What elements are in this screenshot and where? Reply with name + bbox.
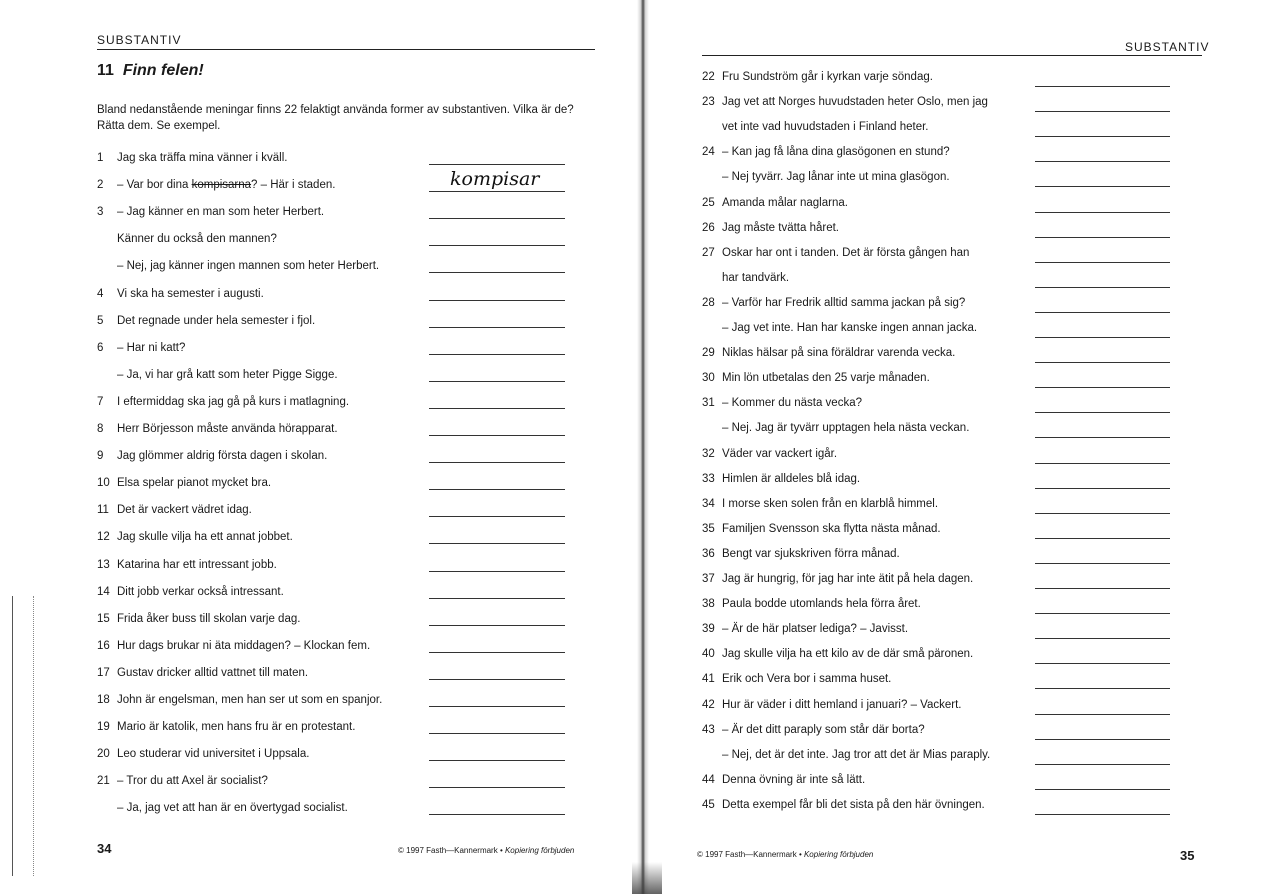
sentence-text: Erik och Vera bor i samma huset. (722, 673, 892, 686)
sentence-item (702, 523, 941, 535)
sentence-text: Oskar har ont i tanden. Det är första gången han (722, 246, 970, 259)
sentence-number: 44 (702, 773, 715, 786)
sentence-item (702, 146, 950, 158)
answer-line[interactable] (1035, 463, 1170, 464)
sentence-text: – Ja, vi har grå katt som heter Pigge Sigge. (117, 368, 338, 381)
answer-line[interactable] (429, 760, 565, 761)
answer-line[interactable] (1035, 362, 1170, 363)
sentence-item (97, 775, 268, 787)
sentence-text: – Nej. Jag är tyvärr upptagen hela nästa veckan. (722, 422, 970, 435)
sentence-number: 5 (97, 314, 104, 327)
answer-line[interactable] (1035, 437, 1170, 438)
sentence-number: 38 (702, 598, 715, 611)
sentence-text: – Nej, jag känner ingen mannen som heter Herbert. (117, 260, 380, 273)
sentence-text: Jag vet att Norges huvudstaden heter Oslo, men jag (722, 96, 988, 109)
sentence-number: 3 (97, 206, 104, 219)
sentence-item (702, 171, 950, 183)
answer-line[interactable] (429, 706, 565, 707)
answer-line[interactable] (1035, 688, 1170, 689)
sentence-number: 26 (702, 221, 715, 234)
answer-line[interactable] (429, 327, 565, 328)
sentence-item (702, 724, 925, 736)
copyright-footer (398, 846, 574, 855)
sentence-item (702, 322, 977, 334)
example-answer: kompisar (450, 168, 540, 190)
sentence-number: 36 (702, 547, 715, 560)
sentence-number: 28 (702, 296, 715, 309)
answer-line[interactable] (1035, 86, 1170, 87)
sentence-text: Leo studerar vid universitet i Uppsala. (117, 748, 310, 761)
sentence-item (702, 598, 921, 610)
sentence-item (702, 397, 862, 409)
sentence-number: 9 (97, 450, 104, 463)
answer-line[interactable] (1035, 538, 1170, 539)
sentence-text: Herr Börjesson måste använda hörapparat. (117, 423, 338, 435)
section-header: SUBSTANTIV (97, 33, 182, 47)
sentence-item (702, 799, 985, 811)
sentence-number: 6 (97, 341, 104, 354)
answer-line[interactable] (429, 679, 565, 680)
answer-line[interactable] (429, 462, 565, 463)
sentence-item (97, 531, 293, 543)
section-header: SUBSTANTIV (1125, 40, 1210, 54)
sentence-text: – Har ni katt? (117, 341, 186, 354)
answer-line[interactable] (1035, 588, 1170, 589)
sentence-number: 7 (97, 395, 104, 408)
answer-line[interactable] (1035, 262, 1170, 263)
answer-line[interactable] (429, 218, 565, 219)
copyright-text: © 1997 Fasth—Kannermark • (398, 846, 505, 855)
answer-line[interactable] (429, 571, 565, 572)
sentence-number: 27 (702, 246, 715, 259)
instructions: Bland nedanstående meningar finns 22 felaktigt använda former av substantiven. Vilka är de? Rätta dem. Se exempel. (97, 104, 574, 132)
sentence-text: Jag skulle vilja ha ett annat jobbet. (117, 531, 293, 544)
sentence-number: 24 (702, 146, 715, 159)
sentence-item (702, 473, 860, 485)
sentence-text: – Är de här platser lediga? – Javisst. (722, 623, 909, 636)
sentence-item (702, 548, 900, 560)
answer-line[interactable] (1035, 412, 1170, 413)
sentence-text: Niklas hälsar på sina föräldrar varenda vecka. (722, 347, 956, 360)
answer-line[interactable] (429, 272, 565, 273)
answer-line[interactable] (1035, 287, 1170, 288)
answer-line[interactable] (429, 164, 565, 165)
sentence-number: 34 (702, 497, 715, 510)
sentence-text: Bengt var sjukskriven förra månad. (722, 547, 900, 560)
answer-line[interactable] (429, 625, 565, 626)
answer-line[interactable] (429, 300, 565, 301)
sentence-number: 22 (702, 71, 715, 83)
struck-word: kompisarna (191, 179, 252, 192)
answer-line[interactable] (429, 733, 565, 734)
exercise-number: 11 (97, 62, 114, 79)
sentence-text: Väder var vackert igår. (722, 447, 838, 460)
sentence-item (97, 694, 382, 706)
answer-line[interactable] (1035, 111, 1170, 112)
sentence-text: Fru Sundström går i kyrkan varje söndag. (722, 71, 933, 83)
sentence-text: – Jag känner en man som heter Herbert. (117, 206, 325, 219)
sentence-text: Jag glömmer aldrig första dagen i skolan. (117, 450, 328, 463)
sentence-item (702, 197, 848, 209)
sentence-number: 32 (702, 447, 715, 460)
sentence-number: 23 (702, 96, 715, 109)
sentence-number: 10 (97, 477, 110, 490)
sentence-number: 40 (702, 648, 715, 661)
sentence-item (97, 342, 185, 354)
sentence-text: vet inte vad huvudstaden i Finland heter. (722, 121, 929, 134)
sentence-text: – Jag vet inte. Han har kanske ingen annan jacka. (722, 322, 978, 334)
sentence-number: 18 (97, 694, 110, 706)
sentence-item (97, 559, 277, 571)
sentence-item (97, 396, 349, 408)
sentence-text: ? – Här i staden. (251, 179, 336, 192)
sentence-number: 4 (97, 287, 104, 300)
sentence-number: 13 (97, 558, 110, 571)
answer-line[interactable] (1035, 387, 1170, 388)
answer-line[interactable] (429, 489, 565, 490)
sentence-text: John är engelsman, men han ser ut som en spanjor. (117, 694, 383, 706)
sentence-number: 14 (97, 585, 110, 598)
sentence-item (97, 613, 300, 625)
header-rule (97, 49, 595, 50)
sentence-number: 20 (97, 748, 110, 761)
sentence-number: 12 (97, 531, 110, 544)
sentence-item (97, 477, 271, 489)
sentence-number: 2 (97, 179, 104, 192)
answer-line[interactable] (1035, 714, 1170, 715)
sentence-item (97, 315, 315, 327)
sentence-number: 35 (702, 522, 715, 535)
answer-line[interactable] (1035, 337, 1170, 338)
sentence-text: Min lön utbetalas den 25 varje månaden. (722, 372, 930, 385)
header-rule (702, 55, 1202, 56)
sentence-number: 25 (702, 196, 715, 209)
copyright-text: © 1997 Fasth—Kannermark • (697, 850, 804, 859)
sentence-text: Elsa spelar pianot mycket bra. (117, 477, 272, 490)
sentence-number: 30 (702, 372, 715, 385)
answer-line[interactable] (429, 408, 565, 409)
copyright-notice: Kopiering förbjuden (504, 846, 575, 855)
sentence-text: Jag skulle vilja ha ett kilo av de där små päronen. (722, 648, 974, 661)
sentence-item (702, 573, 973, 585)
sentence-item (702, 297, 965, 309)
sentence-item (702, 422, 969, 434)
sentence-item (702, 749, 990, 761)
sentence-item (97, 450, 327, 462)
sentence-text: Ditt jobb verkar också intressant. (117, 585, 284, 598)
sentence-item (97, 667, 308, 679)
answer-line[interactable] (1035, 186, 1170, 187)
answer-line[interactable] (1035, 814, 1170, 815)
sentence-text: – Nej, det är det inte. Jag tror att det är Mias paraply. (722, 748, 991, 761)
sentence-text: – Kan jag få låna dina glasögonen en stund? (722, 146, 950, 159)
sentence-item (702, 372, 930, 384)
answer-line[interactable] (1035, 739, 1170, 740)
sentence-item (702, 222, 839, 234)
sentence-item (702, 71, 933, 83)
sentence-text: – Nej tyvärr. Jag lånar inte ut mina glasögon. (722, 171, 950, 184)
sentence-item (702, 673, 891, 685)
sentence-text: – Var bor dina (117, 179, 192, 192)
sentence-text: Detta exempel får bli det sista på den här övningen. (722, 798, 985, 811)
sentence-item (97, 288, 264, 300)
page-number: 34 (97, 841, 112, 856)
sentence-item (702, 121, 929, 133)
sentence-item (97, 179, 335, 191)
sentence-text: har tandvärk. (722, 271, 790, 284)
sentence-text: – Varför har Fredrik alltid samma jackan på sig? (722, 296, 966, 309)
answer-line[interactable] (429, 516, 565, 517)
sentence-text: Paula bodde utomlands hela förra året. (722, 598, 921, 611)
answer-line[interactable] (1035, 764, 1170, 765)
sentence-item (97, 260, 379, 272)
sentence-item (97, 802, 348, 814)
sentence-text: Vi ska ha semester i augusti. (117, 287, 264, 300)
answer-line[interactable] (1035, 789, 1170, 790)
answer-line[interactable] (429, 245, 565, 246)
sentence-number: 15 (97, 612, 110, 625)
sentence-number: 1 (97, 152, 104, 164)
answer-line[interactable] (1035, 312, 1170, 313)
answer-line[interactable] (429, 381, 565, 382)
sentence-number: 37 (702, 573, 715, 585)
sentence-text: Familjen Svensson ska flytta nästa månad. (722, 522, 941, 535)
answer-line[interactable] (1035, 136, 1170, 137)
sentence-number: 29 (702, 347, 715, 360)
sentence-item (702, 774, 865, 786)
sentence-text: – Kommer du nästa vecka? (722, 397, 862, 410)
sentence-text: I eftermiddag ska jag gå på kurs i matlagning. (117, 395, 350, 408)
sentence-number: 8 (97, 423, 104, 435)
sentence-number: 33 (702, 472, 715, 485)
answer-line[interactable] (429, 814, 565, 815)
sentence-item (702, 247, 969, 259)
answer-line[interactable] (1035, 638, 1170, 639)
sentence-item (97, 721, 355, 733)
sentence-number: 42 (702, 698, 715, 711)
answer-line[interactable] (1035, 663, 1170, 664)
answer-line[interactable] (429, 598, 565, 599)
sentence-text: Jag måste tvätta håret. (722, 221, 839, 234)
exercise-title (97, 62, 204, 80)
answer-line[interactable] (429, 787, 565, 788)
sentence-item (97, 206, 324, 218)
sentence-item (97, 233, 277, 245)
sentence-item (97, 504, 252, 516)
sentence-text: I morse sken solen från en klarblå himmel. (722, 497, 939, 510)
sentence-item (97, 640, 370, 652)
sentence-number: 45 (702, 798, 715, 811)
sentence-text: Det regnade under hela semester i fjol. (117, 314, 316, 327)
sentence-text: Det är vackert vädret idag. (117, 504, 252, 517)
sentence-number: 17 (97, 666, 110, 679)
answer-line[interactable] (1035, 237, 1170, 238)
sentence-item (702, 347, 955, 359)
sentence-text: Hur är väder i ditt hemland i januari? – Vackert. (722, 698, 962, 711)
sentence-item (702, 699, 961, 711)
sentence-text: – Är det ditt paraply som står där borta? (722, 723, 925, 736)
answer-line[interactable] (1035, 488, 1170, 489)
answer-line[interactable] (1035, 212, 1170, 213)
sentence-text: Amanda målar naglarna. (722, 196, 848, 209)
sentence-number: 11 (97, 504, 109, 517)
sentence-number: 39 (702, 623, 715, 636)
sentence-text: Katarina har ett intressant jobb. (117, 558, 277, 571)
copyright-footer (697, 850, 873, 859)
sentence-item (702, 623, 908, 635)
answer-line[interactable] (429, 354, 565, 355)
sentence-text: Himlen är alldeles blå idag. (722, 472, 861, 485)
sentence-item (702, 96, 988, 108)
answer-line[interactable] (429, 191, 565, 192)
copyright-notice: Kopiering förbjuden (803, 850, 874, 859)
sentence-item (97, 748, 309, 760)
sentence-item (97, 369, 338, 381)
sentence-number: 16 (97, 639, 110, 652)
sentence-item (97, 586, 284, 598)
sentence-text: Frida åker buss till skolan varje dag. (117, 612, 301, 625)
sentence-item (702, 498, 938, 510)
sentence-text: Hur dags brukar ni äta middagen? – Klockan fem. (117, 639, 371, 652)
sentence-item (702, 272, 789, 284)
sentence-item (702, 648, 973, 660)
answer-line[interactable] (1035, 513, 1170, 514)
answer-line[interactable] (1035, 613, 1170, 614)
sentence-number: 43 (702, 723, 715, 736)
right-page (640, 0, 1262, 894)
sentence-text: Jag ska träffa mina vänner i kväll. (117, 152, 288, 164)
sentence-text: – Tror du att Axel är socialist? (117, 775, 268, 788)
sentence-number: 41 (702, 673, 715, 686)
sentence-number: 21 (97, 775, 110, 788)
page-number: 35 (1180, 848, 1195, 863)
sentence-text: Gustav dricker alltid vattnet till maten. (117, 666, 309, 679)
sentence-text: Känner du också den mannen? (117, 233, 277, 246)
sentence-text: Mario är katolik, men hans fru är en protestant. (117, 721, 356, 734)
sentence-number: 19 (97, 721, 110, 734)
answer-line[interactable] (429, 543, 565, 544)
answer-line[interactable] (1035, 563, 1170, 564)
exercise-heading: Finn felen! (122, 62, 204, 79)
sentence-text: Denna övning är inte så lätt. (722, 773, 866, 786)
answer-line[interactable] (1035, 161, 1170, 162)
sentence-item (97, 423, 338, 435)
answer-line[interactable] (429, 652, 565, 653)
sentence-item (97, 152, 287, 164)
sentence-item (702, 448, 837, 460)
answer-line[interactable] (429, 435, 565, 436)
sentence-number: 31 (702, 397, 715, 410)
sentence-text: – Ja, jag vet att han är en övertygad socialist. (117, 802, 348, 815)
sentence-text: Jag är hungrig, för jag har inte ätit på hela dagen. (722, 573, 974, 585)
